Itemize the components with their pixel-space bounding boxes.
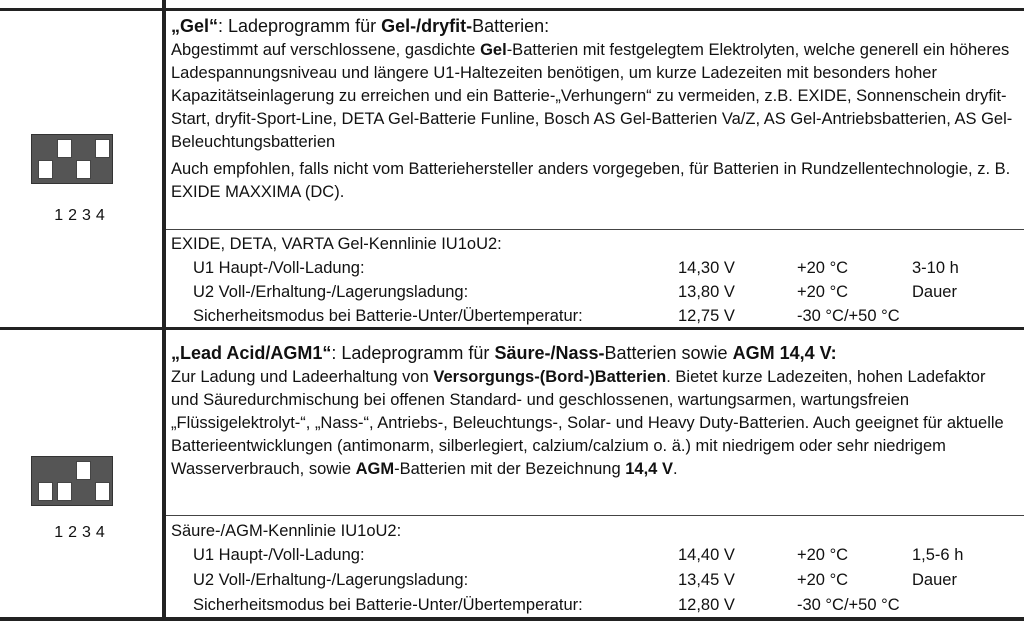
section-lead-acid-text [171,340,1016,481]
curve-divider-1 [166,229,1024,230]
dip-numbers-gel: 1234 [54,207,110,224]
gel-row-1-label: U1 Haupt-/Voll-Ladung: [193,259,365,277]
gel-row-2-label: U2 Voll-/Erhaltung-/Lagerungsladung: [193,283,469,301]
section-gel-description: Abgestimmt auf verschlossene, gasdichte Gel-Batterien mit festgelegtem Elektrolyten, welche generell ein höheres Ladespannungsniveau und längere U1-Haltezeiten benötigen, um kurze Ladezeiten mit besonders hoher Kapazitätseinlagerung zu erreichen und ein Batterie-„Verhungern“ zu vermeiden, z.B. EXIDE, Sonnenschein dryfit-Start, dryfit-Sport-Line, DETA Gel-Batterie Funline, Bosch AS Gel-Batterien Va/Z, AS Gel-Antriebsbatterien, AS Gel-Beleuchtungsbatterien [171,41,1013,151]
section-gel-text [171,13,1016,204]
dip-switch-1 [38,160,53,179]
table-bottom-border [0,617,1024,621]
gel-row-1-voltage: 14,30 V [678,259,735,277]
lead-row-3-temp: -30 °C/+50 °C [797,596,900,614]
lead-row-1-label: U1 Haupt-/Voll-Ladung: [193,546,365,564]
lead-row-1-time: 1,5-6 h [912,546,964,564]
gel-row-3-voltage: 12,75 V [678,307,735,325]
dip-switch-3 [76,461,91,480]
gel-row-2-time: Dauer [912,283,957,301]
gel-row-3-temp: -30 °C/+50 °C [797,307,900,325]
gel-row-2-temp: +20 °C [797,283,849,301]
dip-switch-gel [31,134,113,184]
section-gel-heading: „Gel“: Ladeprogramm für Gel-/dryfit-Batterien: [171,16,550,36]
dip-switch-2 [57,139,72,158]
dip-switch-4 [95,139,110,158]
gel-row-3-label: Sicherheitsmodus bei Batterie-Unter/Übertemperatur: [193,307,583,325]
lead-row-2-temp: +20 °C [797,571,849,589]
curve-title-lead-acid: Säure-/AGM-Kennlinie IU1oU2: [171,522,402,540]
lead-row-2-time: Dauer [912,571,957,589]
lead-row-3-label: Sicherheitsmodus bei Batterie-Unter/Übertemperatur: [193,596,583,614]
lead-row-1-voltage: 14,40 V [678,546,735,564]
curve-title-gel: EXIDE, DETA, VARTA Gel-Kennlinie IU1oU2: [171,235,502,253]
lead-row-3-voltage: 12,80 V [678,596,735,614]
dip-numbers-lead-acid: 1234 [54,524,110,541]
dip-switch-1 [38,482,53,501]
curve-divider-2 [166,515,1024,516]
section-lead-acid-description: Zur Ladung und Ladeerhaltung von Versorgungs-(Bord-)Batterien. Bietet kurze Ladezeiten, hohen Ladefaktor und Säuredurchmischung bei offenen Standard- und geschlossenen, wartungsarmen, wartungsfreien „Flüssigelektrolyt-“, „Nass-“, Antriebs-, Beleuchtungs-, Solar- und Heavy Duty-Batterien. Auch geeignet für aktuelle Batterieentwicklungen (antimonarm, silberlegiert, calzium/calzium o. ä.) mit niedrigem oder sehr niedrigem Wasserverbrauch, sowie AGM-Batterien mit der Bezeichnung 14,4 V. [171,368,1004,478]
gel-row-2-voltage: 13,80 V [678,283,735,301]
gel-row-1-temp: +20 °C [797,259,849,277]
gel-row-1-time: 3-10 h [912,259,959,277]
dip-switch-3 [76,160,91,179]
table-top-border [0,8,1024,11]
dip-switch-4 [95,482,110,501]
lead-row-1-temp: +20 °C [797,546,849,564]
dip-switch-lead-acid [31,456,113,506]
section-lead-acid-heading: „Lead Acid/AGM1“: Ladeprogramm für Säure-/Nass-Batterien sowie AGM 14,4 V: [171,343,837,363]
lead-row-2-label: U2 Voll-/Erhaltung-/Lagerungsladung: [193,571,469,589]
section-divider [0,327,1024,330]
section-gel-recommendation: Auch empfohlen, falls nicht vom Batteriehersteller anders vorgegeben, für Batterien in Rundzellentechnologie, z. B. EXIDE MAXXIMA (DC). [171,160,1011,201]
lead-row-2-voltage: 13,45 V [678,571,735,589]
dip-switch-2 [57,482,72,501]
